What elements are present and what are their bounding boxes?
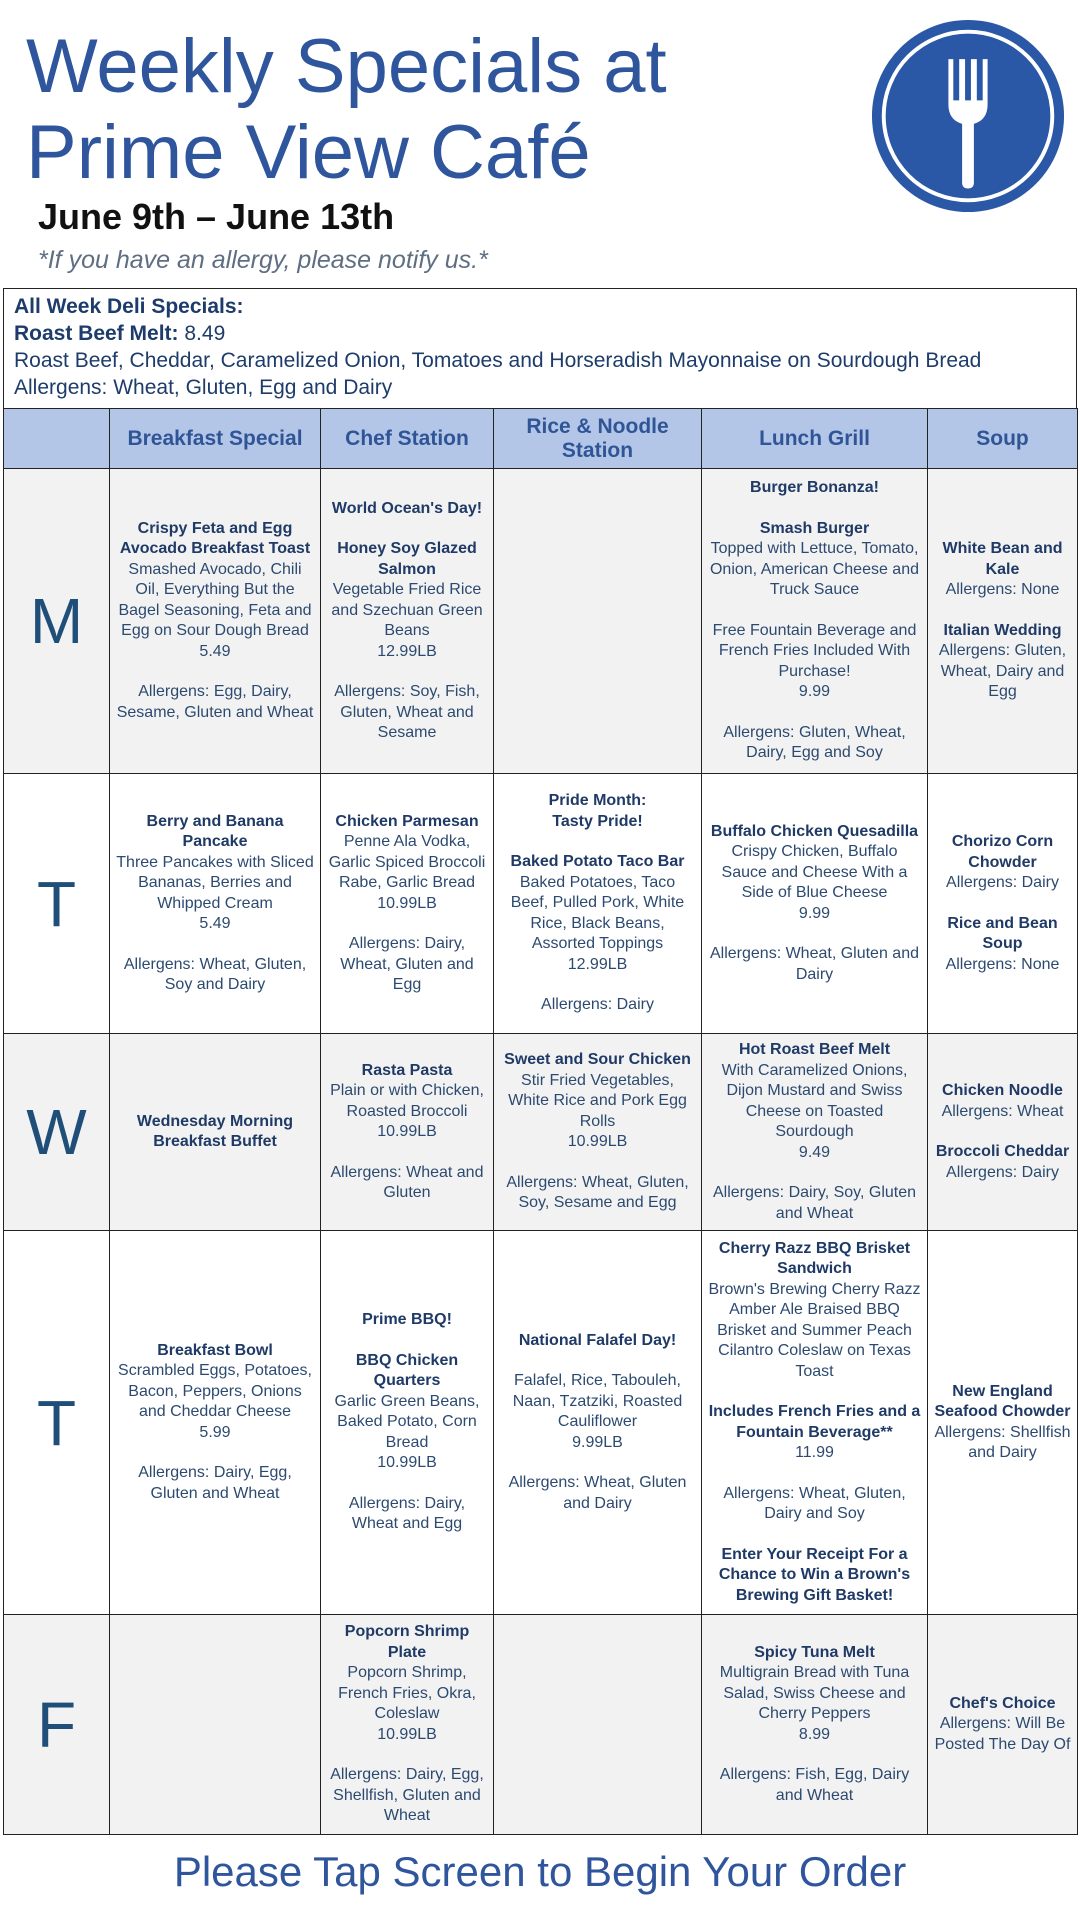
item-text: Smashed Avocado, Chili Oil, Everything But the Bagel Seasoning, Feta and Egg on Sour Dough Bread: [118, 560, 312, 640]
item-text: Three Pancakes with Sliced Bananas, Berries and Whipped Cream: [116, 853, 314, 912]
fork-icon: [870, 18, 1066, 214]
column-header-rice-noodle: Rice & Noodle Station: [494, 409, 702, 469]
item-text: 8.99: [798, 1725, 831, 1743]
deli-description: Roast Beef, Cheddar, Caramelized Onion, Tomatoes and Horseradish Mayonnaise on Sourdough Bread: [14, 349, 982, 372]
table-row: [4, 469, 1078, 774]
item-text: Allergens: Gluten, Wheat, Dairy, Egg and Soy: [723, 723, 906, 762]
deli-specials: [3, 288, 1077, 408]
spacer: [500, 1351, 695, 1371]
deli-heading: All Week Deli Specials:: [14, 295, 244, 318]
item-title: Smash Burger: [759, 519, 870, 537]
breakfast-cell: [110, 469, 321, 774]
item-title: Cherry Razz BBQ Brisket Sandwich: [718, 1239, 911, 1278]
spacer: [500, 1453, 695, 1473]
begin-order-prompt[interactable]: Please Tap Screen to Begin Your Order: [173, 1848, 907, 1895]
spacer: [708, 1163, 921, 1183]
spacer: [934, 1122, 1071, 1142]
item-title: Baked Potato Taco Bar: [510, 853, 685, 871]
spacer: [327, 1745, 487, 1765]
item-text: Allergens: Wheat, Gluten and Dairy: [709, 945, 919, 983]
rice-noodle-cell: [494, 469, 702, 774]
spacer: [116, 935, 314, 955]
spacer: [500, 1153, 695, 1173]
item-text: Allergens: Dairy, Egg, Gluten and Wheat: [138, 1464, 292, 1502]
item-title: Burger Bonanza!: [750, 479, 879, 497]
item-text: Allergens: Dairy, Egg, Shellfish, Gluten and Wheat: [330, 1766, 484, 1825]
lunch-grill-cell: [702, 1615, 928, 1835]
item-text: 5.49: [199, 915, 231, 932]
chef-station-cell: [321, 1231, 494, 1615]
date-range: June 9th – June 13th: [38, 196, 395, 237]
deli-item-price: 8.49: [184, 322, 226, 345]
item-title: Spicy Tuna Melt: [754, 1643, 875, 1661]
soup-cell: [928, 1615, 1078, 1835]
table-row: [4, 1615, 1078, 1835]
item-text: 9.49: [798, 1143, 831, 1161]
item-text: 12.99LB: [377, 642, 437, 660]
spacer: [327, 519, 487, 539]
deli-item: [14, 320, 1066, 347]
page-title: [26, 24, 846, 196]
item-title: Pride Month:: [548, 792, 647, 810]
lunch-grill-cell: [702, 774, 928, 1034]
chef-station-cell: [321, 1034, 494, 1231]
chef-station-cell: [321, 1615, 494, 1835]
item-text: Allergens: Dairy: [541, 996, 654, 1014]
item-title: World Ocean's Day!: [331, 499, 483, 517]
item-text: 10.99LB: [377, 894, 437, 912]
day-letter: M: [4, 469, 110, 774]
item-title: Hot Roast Beef Melt: [738, 1041, 891, 1058]
lunch-grill-cell: [702, 1231, 928, 1615]
item-text: Scrambled Eggs, Potatoes, Bacon, Peppers, Onions and Cheddar Cheese: [118, 1362, 312, 1421]
item-text: Allergens: Wheat, Gluten, Soy and Dairy: [123, 955, 307, 993]
item-title: Tasty Pride!: [552, 812, 643, 830]
item-title: Sweet and Sour Chicken: [504, 1051, 691, 1069]
day-letter: T: [4, 1231, 110, 1615]
item-title: Includes French Fries and a Fountain Beverage**: [708, 1403, 921, 1441]
item-text: 10.99LB: [567, 1133, 628, 1151]
lunch-grill-cell: [702, 469, 928, 774]
soup-cell: [928, 1231, 1078, 1615]
item-text: Allergens: Wheat, Gluten, Dairy and Soy: [723, 1484, 906, 1523]
spacer: [116, 1443, 314, 1463]
item-text: 10.99LB: [377, 1725, 437, 1743]
item-text: Penne Ala Vodka, Garlic Spiced Broccoli Rabe, Garlic Bread: [328, 833, 486, 891]
rice-noodle-cell: [494, 774, 702, 1034]
deli-item-name: Roast Beef Melt:: [14, 322, 179, 345]
item-text: Free Fountain Beverage and French Fries Included With Purchase!: [712, 621, 917, 680]
specials-table: [3, 408, 1078, 1835]
item-text: Allergens: Dairy: [946, 874, 1059, 891]
column-header-lunch-grill: Lunch Grill: [702, 409, 928, 469]
item-title: Chicken Noodle: [942, 1082, 1063, 1099]
soup-cell: [928, 469, 1078, 774]
rice-noodle-cell: [494, 1034, 702, 1231]
item-text: 12.99LB: [567, 955, 628, 973]
item-text: 9.99: [798, 683, 831, 701]
item-title: Wednesday Morning Breakfast Buffet: [136, 1112, 294, 1150]
rice-noodle-cell: [494, 1231, 702, 1615]
item-text: Allergens: Wheat: [941, 1102, 1064, 1120]
item-text: Allergens: None: [945, 581, 1060, 599]
item-text: Allergens: Dairy, Soy, Gluten and Wheat: [712, 1184, 917, 1222]
item-title: Rasta Pasta: [361, 1061, 453, 1079]
item-title: Italian Wedding: [943, 621, 1062, 639]
column-header-chef-station: Chef Station: [321, 409, 494, 469]
spacer: [327, 1143, 487, 1163]
spacer: [708, 1745, 921, 1765]
item-text: Allergens: Soy, Fish, Gluten, Wheat and Sesame: [334, 683, 480, 741]
item-text: 11.99: [795, 1444, 834, 1462]
spacer: [708, 1382, 921, 1402]
spacer: [934, 601, 1071, 621]
item-title: Rice and Bean Soup: [947, 914, 1058, 952]
item-text: With Caramelized Onions, Dijon Mustard and Swiss Cheese on Toasted Sourdough: [721, 1061, 908, 1140]
item-text: Baked Potatoes, Taco Beef, Pulled Pork, White Rice, Black Beans, Assorted Toppings: [510, 873, 685, 953]
item-title: Breakfast Bowl: [157, 1341, 273, 1359]
item-title: Enter Your Receipt For a Chance to Win a Brown's Brewing Gift Basket!: [718, 1545, 911, 1604]
title-line-1: Weekly Specials at: [26, 24, 667, 109]
title-line-2: Prime View Café: [26, 110, 591, 195]
item-text: Allergens: Will Be Posted The Day Of: [934, 1715, 1071, 1753]
deli-allergens: Allergens: Wheat, Gluten, Egg and Dairy: [14, 376, 393, 399]
item-title: Popcorn Shrimp Plate: [344, 1623, 470, 1661]
soup-cell: [928, 1034, 1078, 1231]
item-title: Berry and Banana Pancake: [146, 812, 284, 850]
item-title: Crispy Feta and Egg Avocado Breakfast Toast: [119, 519, 311, 558]
item-text: Allergens: Egg, Dairy, Sesame, Gluten and Wheat: [116, 683, 314, 721]
spacer: [500, 832, 695, 852]
item-text: Crispy Chicken, Buffalo Sauce and Cheese With a Side of Blue Cheese: [721, 843, 908, 902]
day-letter: F: [4, 1615, 110, 1835]
item-text: 10.99LB: [377, 1123, 437, 1140]
spacer: [934, 894, 1071, 914]
item-text: Allergens: Fish, Egg, Dairy and Wheat: [719, 1766, 910, 1804]
column-header-breakfast: Breakfast Special: [110, 409, 321, 469]
item-text: Falafel, Rice, Tabouleh, Naan, Tzatziki, Roasted Cauliflower: [512, 1372, 683, 1431]
spacer: [708, 499, 921, 519]
spacer: [327, 1474, 487, 1494]
item-text: Allergens: Wheat, Gluten, Soy, Sesame and Egg: [506, 1173, 689, 1212]
item-text: Allergens: Wheat and Gluten: [330, 1163, 484, 1201]
spacer: [708, 703, 921, 723]
spacer: [708, 1464, 921, 1484]
item-title: National Falafel Day!: [518, 1331, 677, 1349]
item-text: 5.99: [199, 1423, 231, 1441]
item-title: Broccoli Cheddar: [935, 1143, 1070, 1160]
item-title: Chef's Choice: [949, 1694, 1056, 1712]
spacer: [327, 914, 487, 934]
item-text: 5.49: [199, 642, 231, 660]
table-row: [4, 774, 1078, 1034]
item-text: 9.99LB: [572, 1433, 623, 1451]
item-text: Garlic Green Beans, Baked Potato, Corn Bread: [334, 1392, 480, 1451]
item-text: 10.99LB: [377, 1454, 437, 1472]
column-header: [4, 409, 110, 469]
column-header-soup: Soup: [928, 409, 1078, 469]
item-text: Vegetable Fried Rice and Szechuan Green Beans: [331, 581, 483, 639]
item-text: Allergens: Dairy: [946, 1163, 1059, 1181]
item-title: Honey Soy Glazed Salmon: [337, 540, 477, 578]
breakfast-cell: [110, 1034, 321, 1231]
item-title: White Bean and Kale: [942, 540, 1063, 578]
item-title: Chicken Parmesan: [335, 812, 479, 830]
item-text: Multigrain Bread with Tuna Salad, Swiss Cheese and Cherry Peppers: [719, 1664, 910, 1723]
chef-station-cell: [321, 469, 494, 774]
item-text: Allergens: Gluten, Wheat, Dairy and Egg: [938, 642, 1067, 701]
item-text: Allergens: Dairy, Wheat, Gluten and Egg: [340, 935, 474, 993]
item-title: BBQ Chicken Quarters: [355, 1351, 459, 1390]
header: [0, 0, 1080, 288]
item-title: Chorizo Corn Chowder: [951, 833, 1054, 871]
table-header-row: [4, 409, 1078, 469]
spacer: [500, 975, 695, 995]
item-title: New England Seafood Chowder: [934, 1382, 1071, 1420]
spacer: [708, 1525, 921, 1545]
item-text: Popcorn Shrimp, French Fries, Okra, Coleslaw: [338, 1664, 476, 1723]
day-letter: W: [4, 1034, 110, 1231]
item-text: Topped with Lettuce, Tomato, Onion, American Cheese and Truck Sauce: [709, 540, 919, 599]
item-text: Brown's Brewing Cherry Razz Amber Ale Braised BBQ Brisket and Summer Peach Cilantro Coleslaw on Texas Toast: [708, 1280, 921, 1380]
day-letter: T: [4, 774, 110, 1034]
breakfast-cell: [110, 1615, 321, 1835]
allergy-note: *If you have an allergy, please notify us.*: [38, 246, 488, 274]
rice-noodle-cell: [494, 1615, 702, 1835]
table-row: [4, 1034, 1078, 1231]
spacer: [708, 601, 921, 621]
spacer: [708, 924, 921, 944]
spacer: [327, 1331, 487, 1351]
item-text: 9.99: [798, 904, 831, 922]
item-title: Prime BBQ!: [362, 1311, 452, 1329]
lunch-grill-cell: [702, 1034, 928, 1231]
item-text: Allergens: Shellfish and Dairy: [934, 1423, 1071, 1461]
item-text: Allergens: None: [945, 955, 1060, 973]
item-text: Plain or with Chicken, Roasted Broccoli: [330, 1082, 484, 1120]
spacer: [116, 662, 314, 682]
item-title: Buffalo Chicken Quesadilla: [710, 822, 919, 840]
spacer: [327, 662, 487, 682]
soup-cell: [928, 774, 1078, 1034]
table-row: [4, 1231, 1078, 1615]
breakfast-cell: [110, 774, 321, 1034]
item-text: Allergens: Dairy, Wheat and Egg: [348, 1494, 466, 1533]
breakfast-cell: [110, 1231, 321, 1615]
item-text: Stir Fried Vegetables, White Rice and Pork Egg Rolls: [508, 1071, 687, 1130]
item-text: Allergens: Wheat, Gluten and Dairy: [508, 1474, 687, 1512]
chef-station-cell: [321, 774, 494, 1034]
